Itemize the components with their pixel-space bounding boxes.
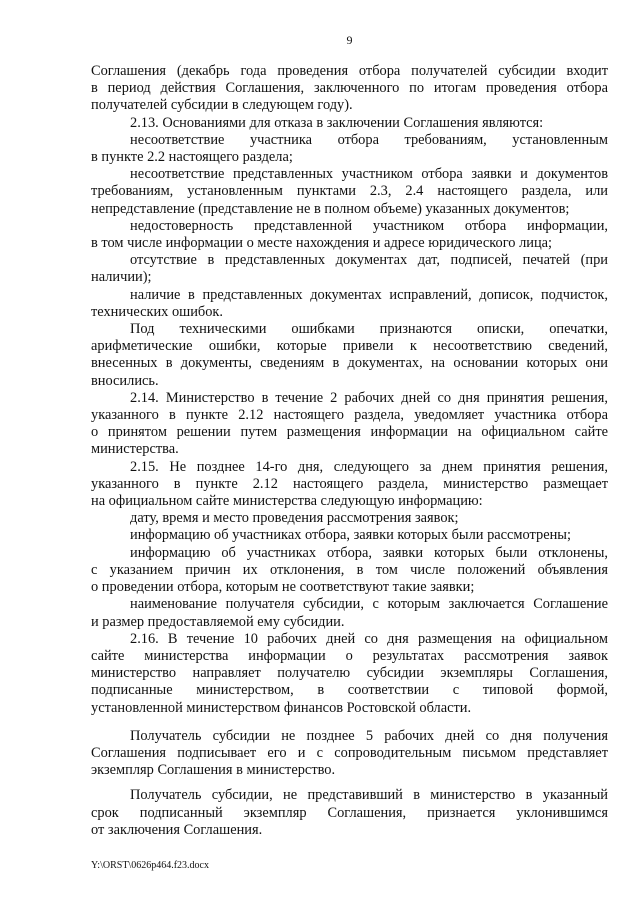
paragraph <box>91 527 608 544</box>
paragraph <box>91 510 608 527</box>
text-line: 2.13. Основаниями для отказа в заключении Соглашения являются: <box>130 114 544 131</box>
text-line: технических ошибок. <box>91 303 224 320</box>
text-line: непредставление (представление не в полном объеме) указанных документов; <box>91 200 570 217</box>
text-line: 2.14. Министерство в течение 2 рабочих дней со дня принятия решения, <box>130 389 608 406</box>
text-line: 2.15. Не позднее 14-го дня, следующего за днем принятия решения, <box>130 458 608 475</box>
paragraph <box>91 545 608 597</box>
paragraph <box>91 166 608 218</box>
paragraph <box>91 132 608 166</box>
text-line: Получатель субсидии не позднее 5 рабочих дней со дня получения <box>130 727 608 744</box>
page-number: 9 <box>346 33 353 47</box>
text-line: в пункте 2.2 настоящего раздела; <box>91 149 293 166</box>
text-line: сайте министерства информации о результатах рассмотрения заявок <box>91 647 608 664</box>
text-line: Получатель субсидии, не представивший в министерство в указанный <box>130 787 608 804</box>
text-line: вносились. <box>91 372 159 389</box>
paragraph <box>91 787 608 839</box>
paragraph <box>91 596 608 630</box>
text-line: срок подписанный экземпляр Соглашения, признается уклонившимся <box>91 804 608 821</box>
paragraph <box>91 459 608 511</box>
text-line: отсутствие в представленных документах дат, подписей, печатей (при <box>130 252 608 269</box>
text-line: экземпляр Соглашения в министерство. <box>91 762 336 779</box>
paragraph <box>91 63 608 115</box>
text-line: Соглашения подписывает его и с сопроводительным письмом представляет <box>91 744 608 761</box>
text-line: министерства. <box>91 441 179 458</box>
text-line: указанного в пункте 2.12 настоящего раздела, министерство размещает <box>91 475 608 492</box>
text-line: наличие в представленных документах исправлений, дописок, подчисток, <box>130 286 608 303</box>
text-line: недостоверность представленной участником отбора информации, <box>130 217 608 234</box>
paragraph <box>91 115 608 132</box>
text-line: подписанные министерством, в соответствии с типовой формой, <box>91 682 608 699</box>
text-line: арифметические ошибки, которые привели к несоответствию сведений, <box>91 338 608 355</box>
text-line: Под техническими ошибками признаются описки, опечатки, <box>130 321 608 338</box>
text-line: указанного в пункте 2.12 настоящего раздела, уведомляет участника отбора <box>91 407 608 424</box>
text-line: несоответствие участника отбора требованиям, установленным <box>130 131 608 148</box>
text-line: требованиям, установленным пунктами 2.3, 2.4 настоящего раздела, или <box>91 183 608 200</box>
text-line: наименование получателя субсидии, с которым заключается Соглашение <box>130 596 608 613</box>
document-body <box>91 63 608 839</box>
text-line: наличии); <box>91 269 152 286</box>
text-line: получателей субсидии в следующем году). <box>91 97 353 114</box>
text-line: несоответствие представленных участником отбора заявки и документов <box>130 166 608 183</box>
paragraph <box>91 252 608 286</box>
text-line: от заключения Соглашения. <box>91 821 263 838</box>
text-line: о принятом решении путем размещения информации на официальном сайте <box>91 424 608 441</box>
text-line: информацию об участниках отбора, заявки которых были рассмотрены; <box>130 527 571 544</box>
text-line: министерство направляет получателю субсидии экземпляры Соглашения, <box>91 665 608 682</box>
text-line: с указанием причин их отклонения, в том числе положений объявления <box>91 561 608 578</box>
paragraph <box>91 287 608 321</box>
file-path-footer: Y:\ORST\0626p464.f23.docx <box>91 860 209 871</box>
paragraph <box>91 321 608 390</box>
text-line: о проведении отбора, которым не соответствуют такие заявки; <box>91 579 475 596</box>
paragraph <box>91 218 608 252</box>
text-line: в период действия Соглашения, заключенного по итогам проведения отбора <box>91 80 608 97</box>
text-line: и размер предоставляемой ему субсидии. <box>91 613 345 630</box>
text-line: 2.16. В течение 10 рабочих дней со дня размещения на официальном <box>130 630 608 647</box>
paragraph <box>91 390 608 459</box>
paragraph <box>91 631 608 717</box>
text-line: дату, время и место проведения рассмотрения заявок; <box>130 510 459 527</box>
text-line: Соглашения (декабрь года проведения отбора получателей субсидии входит <box>91 63 608 79</box>
paragraph <box>91 728 608 780</box>
text-line: установленной министерством финансов Ростовской области. <box>91 699 472 716</box>
text-line: в том числе информации о месте нахождения и адресе юридического лица; <box>91 235 553 252</box>
text-line: внесенных в документы, сведениям в документах, на основании которых они <box>91 355 608 372</box>
text-line: на официальном сайте министерства следующую информацию: <box>91 493 483 510</box>
text-line: информацию об участниках отбора, заявки которых были отклонены, <box>130 544 608 561</box>
